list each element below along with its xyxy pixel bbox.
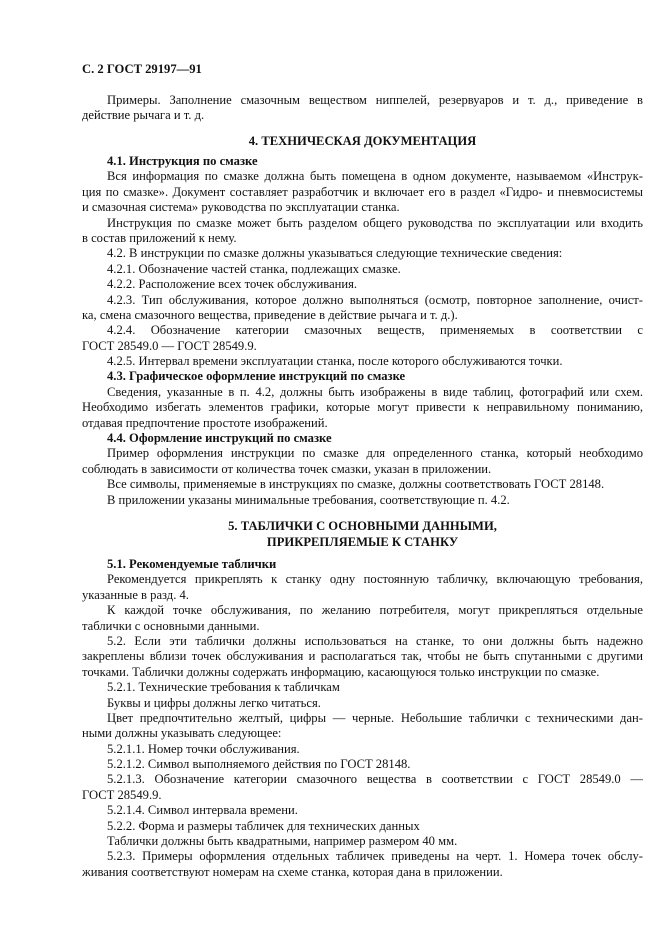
text-line: Необходимо избегать элементов графики, которые могут привести к неправильному пониманию, bbox=[82, 400, 643, 415]
clause-4-2-2 bbox=[82, 277, 643, 292]
clause-5-1-text-2 bbox=[82, 603, 643, 634]
text-block bbox=[82, 133, 643, 149]
clause-5-2-1 bbox=[82, 680, 643, 695]
text-block bbox=[82, 557, 643, 880]
clause-5-2-1-text-2 bbox=[82, 711, 643, 742]
text-line: 4.1. Инструкция по смазке bbox=[107, 154, 258, 168]
text-line: указанные в разд. 4. bbox=[82, 587, 189, 602]
text-line: 4.2.1. Обозначение частей станка, подлежащих смазке. bbox=[107, 261, 401, 276]
clause-4-4-text-2 bbox=[82, 477, 643, 492]
text-line: Цвет предпочтительно желтый, цифры — черные. Небольшие таблички с техническими дан- bbox=[107, 710, 643, 725]
text-line: 4. ТЕХНИЧЕСКАЯ ДОКУМЕНТАЦИЯ bbox=[248, 134, 477, 148]
text-line: ция по смазке». Документ составляет разработчик и включает его в раздел «Гидро- и пневмосистемы bbox=[82, 184, 643, 199]
text-line: живания соответствуют номерам на схеме станка, которая дана в приложении. bbox=[82, 864, 503, 879]
text-line: 5.2.1. Технические требования к табличкам bbox=[107, 680, 340, 695]
clause-5-2-1-text bbox=[82, 696, 643, 711]
text-line: Все символы, применяемые в инструкциях по смазке, должны соответствовать ГОСТ 28148. bbox=[107, 477, 605, 492]
text-line: Таблички должны быть квадратными, например размером 40 мм. bbox=[107, 834, 458, 849]
clause-4-2 bbox=[82, 246, 643, 261]
text-block bbox=[82, 518, 643, 550]
clause-4-1-heading bbox=[82, 154, 643, 169]
text-line: Буквы и цифры должны легко читаться. bbox=[107, 695, 321, 710]
text-line: 5.2.1.2. Символ выполняемого действия по ГОСТ 28148. bbox=[107, 757, 411, 772]
text-line: Примеры. Заполнение смазочным веществом ниппелей, резервуаров и т. д., приведение в bbox=[107, 93, 643, 107]
text-line: 5.2.1.4. Символ интервала времени. bbox=[107, 803, 298, 818]
text-line: точками. Таблички должны содержать информацию, касающуюся только инструкции по смазке. bbox=[82, 664, 600, 679]
text-line: ными должны указывать следующее: bbox=[82, 726, 282, 741]
clause-5-2-1-3 bbox=[82, 772, 643, 803]
text-line: Рекомендуется прикреплять к станку одну постоянную табличку, включающую требования, bbox=[107, 572, 643, 587]
clause-4-4-text-3 bbox=[82, 493, 643, 508]
text-line: 4.3. Графическое оформление инструкций по смазке bbox=[107, 369, 406, 384]
page-header: С. 2 ГОСТ 29197—91 bbox=[82, 62, 202, 76]
clause-4-3-text bbox=[82, 385, 643, 431]
clause-5-2-2-text bbox=[82, 834, 643, 849]
clause-5-2-1-2 bbox=[82, 757, 643, 772]
clause-5-1-text bbox=[82, 572, 643, 603]
text-line: 5.2.2. Форма и размеры табличек для технических данных bbox=[107, 818, 420, 833]
clause-4-4-text bbox=[82, 446, 643, 477]
clause-4-2-4 bbox=[82, 323, 643, 354]
clause-4-1-text-2 bbox=[82, 216, 643, 247]
clause-5-1-heading bbox=[82, 557, 643, 572]
text-block bbox=[82, 154, 643, 508]
text-line: Пример оформления инструкции по смазке для определенного станка, который необходимо bbox=[107, 446, 643, 461]
text-line: 4.4. Оформление инструкций по смазке bbox=[107, 431, 332, 446]
section-5-heading bbox=[82, 518, 643, 550]
text-line: 4.2.3. Тип обслуживания, которое должно выполняться (осмотр, повторное заполнение, очист- bbox=[107, 292, 643, 307]
text-line: действие рычага и т. д. bbox=[82, 108, 205, 123]
clause-4-2-3 bbox=[82, 293, 643, 324]
clause-4-4-heading bbox=[82, 431, 643, 446]
text-line: 4.2.2. Расположение всех точек обслуживания. bbox=[107, 277, 358, 292]
text-line: 4.2.5. Интервал времени эксплуатации станка, после которого обслуживаются точки. bbox=[107, 354, 563, 369]
text-line: В приложении указаны минимальные требования, соответствующие п. 4.2. bbox=[107, 492, 510, 507]
text-line: таблички с основными данными. bbox=[82, 618, 260, 633]
clause-4-2-5 bbox=[82, 354, 643, 369]
text-line: отдавая предпочтение простоте изображений. bbox=[82, 415, 328, 430]
text-line: соблюдать в зависимости от количества точек смазки, указан в приложении. bbox=[82, 461, 492, 476]
text-line: 5. ТАБЛИЧКИ С ОСНОВНЫМИ ДАННЫМИ, bbox=[228, 519, 497, 533]
text-line: ГОСТ 28549.0 — ГОСТ 28549.9. bbox=[82, 338, 257, 353]
text-line: ПРИКРЕПЛЯЕМЫЕ К СТАНКУ bbox=[266, 535, 459, 549]
text-line: ГОСТ 28549.9. bbox=[82, 787, 162, 802]
text-line: 5.2.1.3. Обозначение категории смазочного вещества в соответствии с ГОСТ 28549.0 — bbox=[107, 772, 643, 787]
text-line: Инструкция по смазке может быть разделом общего руководства по эксплуатации или входить bbox=[107, 215, 643, 230]
text-line: К каждой точке обслуживания, по желанию потребителя, могут прикрепляться отдельные bbox=[107, 603, 643, 618]
clause-4-1-text bbox=[82, 169, 643, 215]
examples-note bbox=[82, 93, 643, 124]
text-line: 5.2. Если эти таблички должны использоваться на станке, то они должны быть надежно bbox=[107, 633, 643, 648]
clause-5-2-1-4 bbox=[82, 803, 643, 818]
clause-5-2 bbox=[82, 634, 643, 680]
text-line: и смазочная система» руководства по эксплуатации станка. bbox=[82, 200, 400, 215]
clause-5-2-3 bbox=[82, 849, 643, 880]
clause-5-2-1-1 bbox=[82, 742, 643, 757]
text-line: 4.2. В инструкции по смазке должны указываться следующие технические сведения: bbox=[107, 246, 563, 261]
text-line: в состав приложений к нему. bbox=[82, 230, 237, 245]
clause-4-3-heading bbox=[82, 369, 643, 384]
text-line: 4.2.4. Обозначение категории смазочных веществ, применяемых в соответствии с bbox=[107, 323, 643, 338]
text-line: ка, смена смазочного вещества, приведение в действие рычага и т. д.). bbox=[82, 307, 458, 322]
text-block bbox=[82, 93, 643, 124]
text-line: Вся информация по смазке должна быть помещена в одном документе, называемом «Инструк- bbox=[107, 169, 643, 184]
text-line: 5.1. Рекомендуемые таблички bbox=[107, 557, 277, 571]
text-line: 5.2.1.1. Номер точки обслуживания. bbox=[107, 741, 300, 756]
text-line: 5.2.3. Примеры оформления отдельных табличек приведены на черт. 1. Номера точек обслу- bbox=[107, 849, 643, 864]
text-line: Сведения, указанные в п. 4.2, должны быть изображены в виде таблиц, фотографий или схем. bbox=[107, 384, 643, 399]
clause-5-2-2 bbox=[82, 819, 643, 834]
section-4-heading bbox=[82, 133, 643, 149]
clause-4-2-1 bbox=[82, 262, 643, 277]
text-line: закреплены вблизи точек обслуживания и располагаться так, чтобы не быть спутанными с другими bbox=[82, 649, 643, 664]
